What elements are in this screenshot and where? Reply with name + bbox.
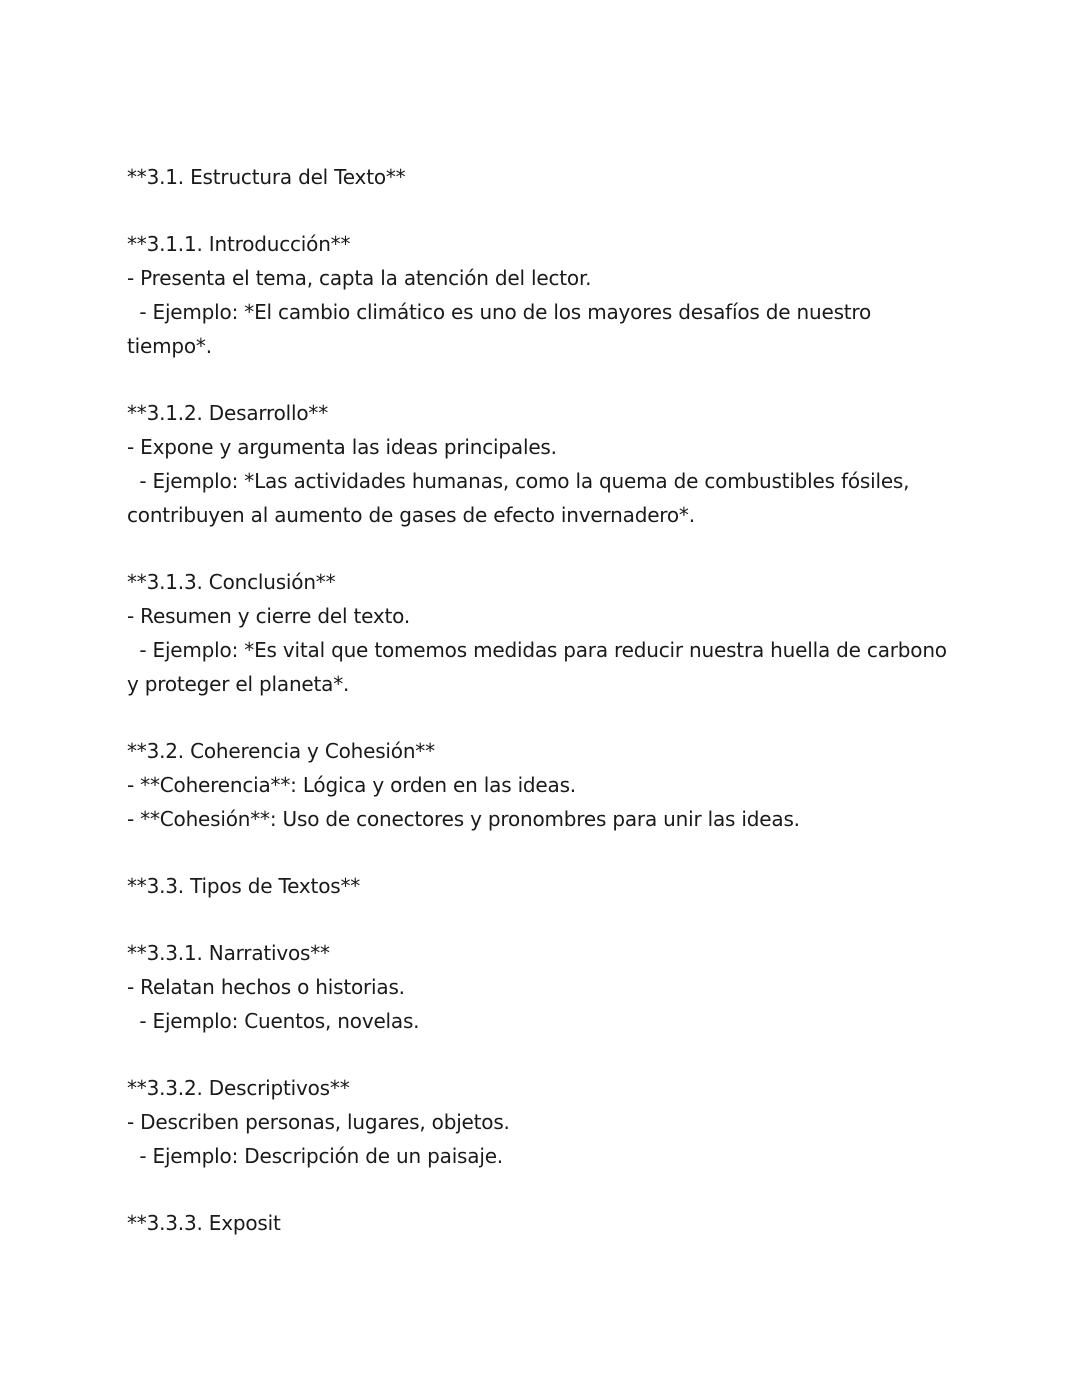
section-block xyxy=(127,734,957,836)
paragraph-gap xyxy=(127,903,957,936)
paragraph-gap xyxy=(127,1173,957,1206)
section-heading: **3.3.3. Exposit xyxy=(127,1211,281,1235)
section-heading: **3.1.1. Introducción** xyxy=(127,232,351,256)
bullet-line: - Expone y argumenta las ideas principales. xyxy=(127,435,557,459)
bullet-line: - Describen personas, lugares, objetos. xyxy=(127,1110,510,1134)
section-block xyxy=(127,565,957,701)
example-line: - Ejemplo: *Es vital que tomemos medidas para reducir nuestra huella de carbono xyxy=(127,638,947,662)
bullet-line: - **Cohesión**: Uso de conectores y pronombres para unir las ideas. xyxy=(127,807,800,831)
section-heading: **3.1.2. Desarrollo** xyxy=(127,401,329,425)
section-block xyxy=(127,869,957,903)
section-block xyxy=(127,227,957,363)
example-line: - Ejemplo: Descripción de un paisaje. xyxy=(127,1144,503,1168)
example-line-continuation: contribuyen al aumento de gases de efecto invernadero*. xyxy=(127,503,695,527)
section-heading: **3.3.2. Descriptivos** xyxy=(127,1076,350,1100)
document-page xyxy=(127,160,957,1240)
example-line-continuation: tiempo*. xyxy=(127,334,212,358)
bullet-line: - Relatan hechos o historias. xyxy=(127,975,405,999)
bullet-line: - Resumen y cierre del texto. xyxy=(127,604,410,628)
section-heading: **3.1.3. Conclusión** xyxy=(127,570,336,594)
section-heading: **3.2. Coherencia y Cohesión** xyxy=(127,739,435,763)
section-block xyxy=(127,1206,957,1240)
section-heading: **3.3. Tipos de Textos** xyxy=(127,874,361,898)
paragraph-gap xyxy=(127,1038,957,1071)
paragraph-gap xyxy=(127,836,957,869)
paragraph-gap xyxy=(127,194,957,227)
bullet-line: - Presenta el tema, capta la atención del lector. xyxy=(127,266,592,290)
example-line: - Ejemplo: Cuentos, novelas. xyxy=(127,1009,420,1033)
section-block xyxy=(127,160,957,194)
section-block xyxy=(127,936,957,1038)
section-block xyxy=(127,1071,957,1173)
example-line-continuation: y proteger el planeta*. xyxy=(127,672,350,696)
section-heading: **3.1. Estructura del Texto** xyxy=(127,165,406,189)
paragraph-gap xyxy=(127,701,957,734)
section-heading: **3.3.1. Narrativos** xyxy=(127,941,330,965)
paragraph-gap xyxy=(127,363,957,396)
example-line: - Ejemplo: *Las actividades humanas, como la quema de combustibles fósiles, xyxy=(127,469,910,493)
bullet-line: - **Coherencia**: Lógica y orden en las ideas. xyxy=(127,773,576,797)
section-block xyxy=(127,396,957,532)
example-line: - Ejemplo: *El cambio climático es uno de los mayores desafíos de nuestro xyxy=(127,300,872,324)
paragraph-gap xyxy=(127,532,957,565)
